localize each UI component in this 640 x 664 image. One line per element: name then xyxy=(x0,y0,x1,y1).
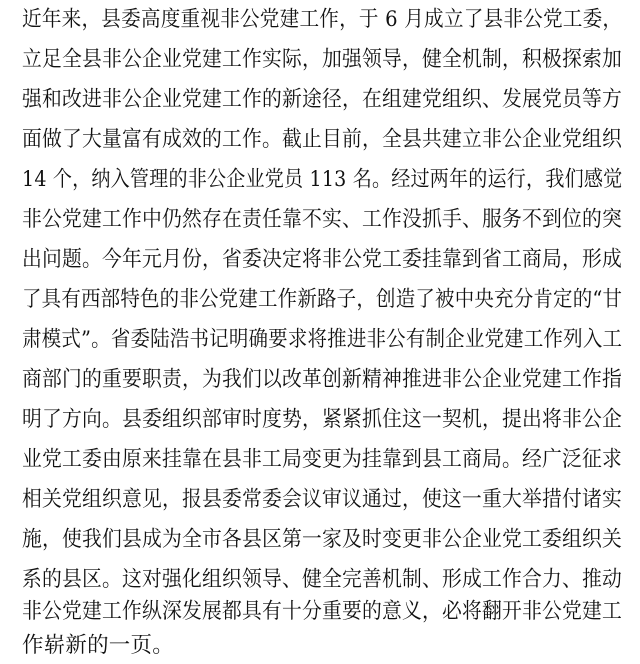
text-line: 作崭新的一页。 xyxy=(22,633,174,658)
text-line: 施，使我们县成为全市各县区第一家及时变更非公企业党工委组织关 xyxy=(22,527,623,552)
text-line: 系的县区。这对强化组织领导、健全完善机制、形成工作合力、推动 xyxy=(22,567,623,592)
text-line: 非公党建工作纵深发展都具有十分重要的意义，必将翻开非公党建工 xyxy=(22,599,623,624)
text-line: 业党工委由原来挂靠在县非工局变更为挂靠到县工商局。经广泛征求 xyxy=(22,447,623,472)
text-line: 强和改进非公企业党建工作的新途径，在组建党组织、发展党员等方 xyxy=(22,87,623,112)
text-line: 面做了大量富有成效的工作。截止目前，全县共建立非公企业党组织 xyxy=(22,127,623,152)
text-line: 了具有西部特色的非公党建工作新路子，创造了被中央充分肯定的“甘 xyxy=(22,287,623,312)
text-line: 相关党组织意见，报县委常委会议审议通过，使这一重大举措付诸实 xyxy=(22,487,623,512)
text-line: 立足全县非公企业党建工作实际，加强领导，健全机制，积极探索加 xyxy=(22,47,623,72)
text-line: 近年来，县委高度重视非公党建工作，于 6 月成立了县非公党工委， xyxy=(22,7,623,32)
text-line: 商部门的重要职责，为我们以改革创新精神推进非公企业党建工作指 xyxy=(22,367,623,392)
text-line: 肃模式”。省委陆浩书记明确要求将推进非公有制企业党建工作列入工 xyxy=(22,327,623,352)
text-line: 出问题。今年元月份，省委决定将非公党工委挂靠到省工商局，形成 xyxy=(22,247,623,272)
text-line: 非公党建工作中仍然存在责任靠不实、工作没抓手、服务不到位的突 xyxy=(22,207,623,232)
text-line: 14 个，纳入管理的非公企业党员 113 名。经过两年的运行，我们感觉 xyxy=(22,167,623,192)
text-line: 明了方向。县委组织部审时度势，紧紧抓住这一契机，提出将非公企 xyxy=(22,407,623,432)
